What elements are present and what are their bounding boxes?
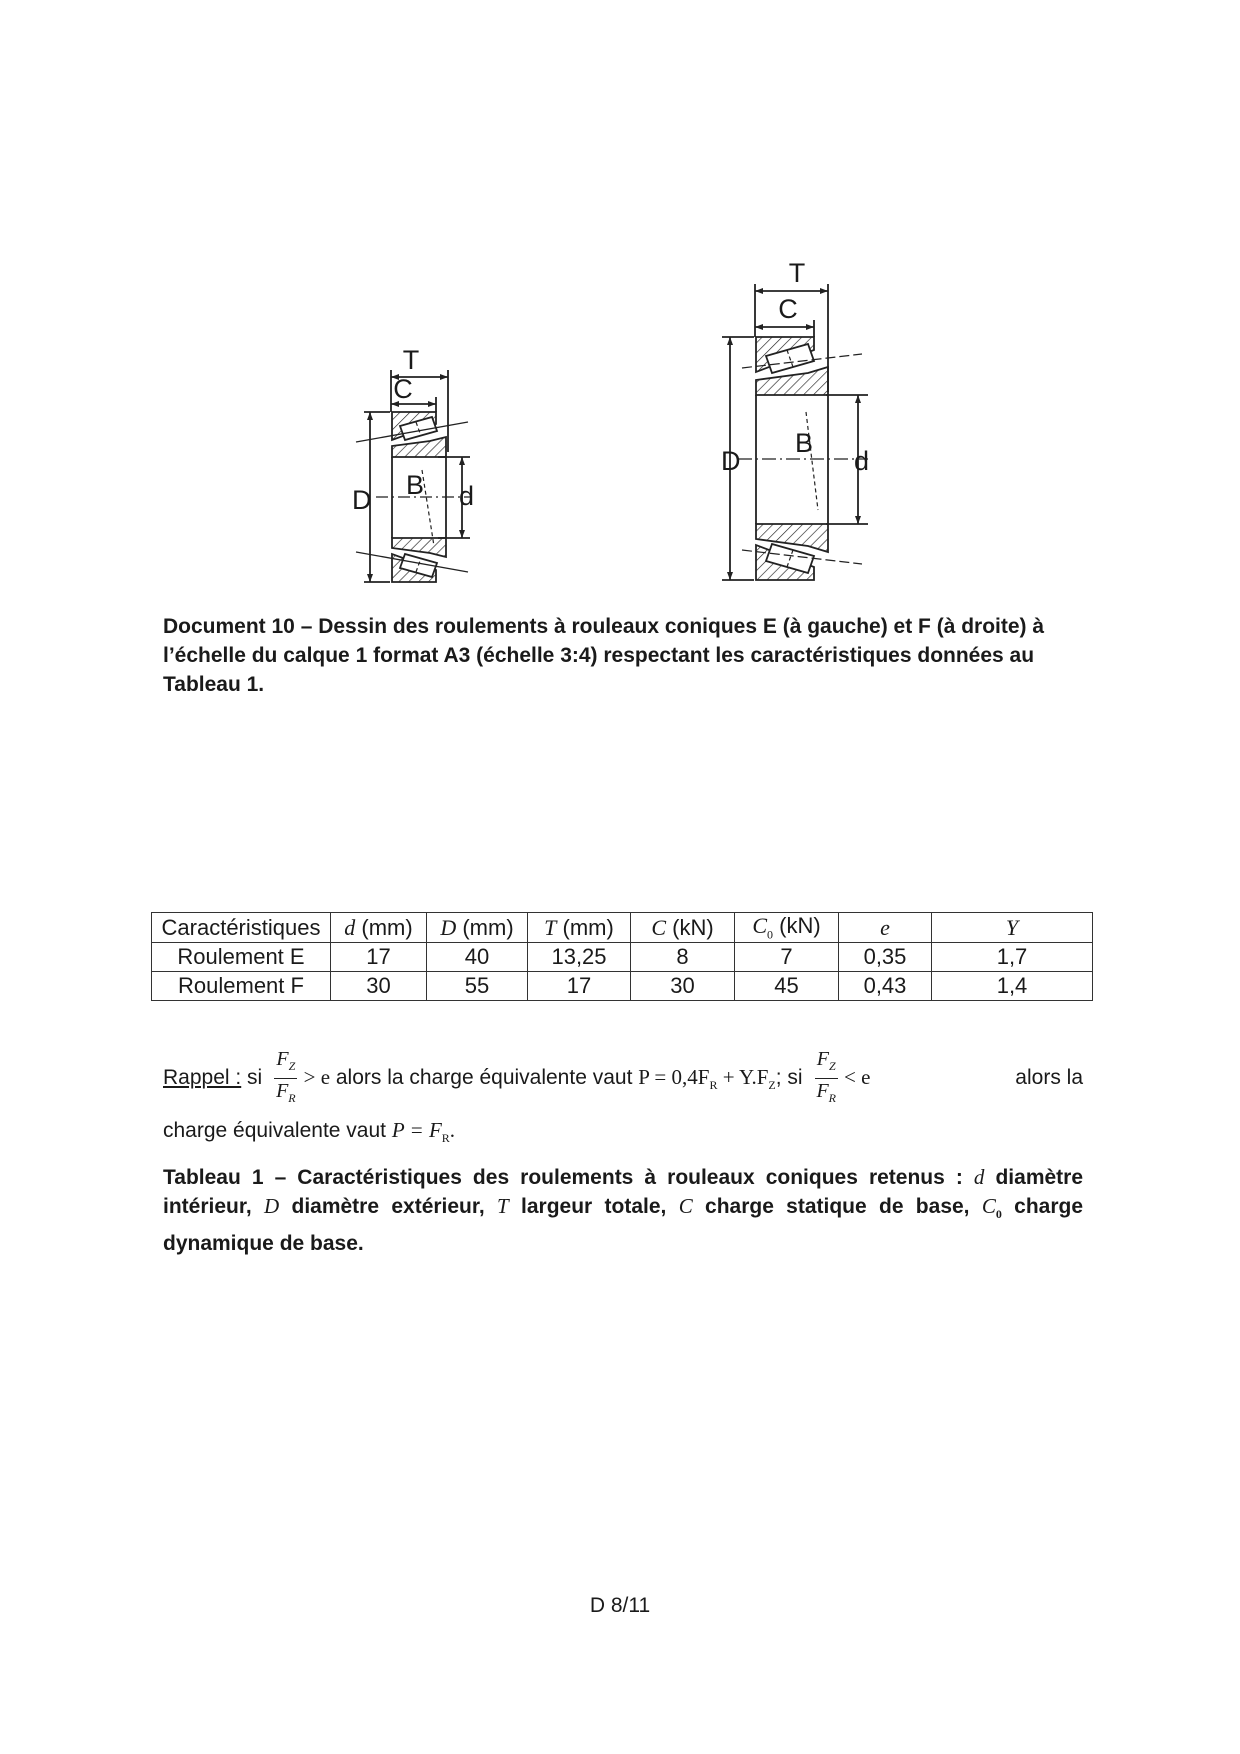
cell-D: 40	[427, 943, 528, 972]
cell-D: 55	[427, 972, 528, 1001]
fraction-fz-fr-2: $\frac{F_Z}{F_R}$	[816, 1047, 836, 1105]
formula-p-fr: $P = F_R$.	[391, 1118, 456, 1146]
cell-d: 17	[331, 943, 427, 972]
svg-text:T: T	[402, 345, 420, 375]
cell-C0: 45	[735, 972, 839, 1001]
col-header-caract: Caractéristiques	[152, 913, 331, 943]
table-row	[152, 943, 1093, 972]
cell-d: 30	[331, 972, 427, 1001]
cell-C: 30	[631, 972, 735, 1001]
cell-C0: 7	[735, 943, 839, 972]
rappel-intro: Rappel : si $\frac{F_Z}{F_R}$ > e alors la charge équivalente vaut $P = 0,4F_R + Y.F_Z$; si $\frac{F_Z}{F_R}$ < e	[163, 1047, 870, 1110]
rappel-line-1: Rappel : si $\frac{F_Z}{F_R}$ > e alors la charge équivalente vaut $P = 0,4F_R + Y.F_Z$; si $\frac{F_Z}{F_R}$ < e alors la	[163, 1040, 1083, 1116]
col-header-C: C (kN)	[631, 913, 735, 943]
table-row	[152, 972, 1093, 1001]
cell-e: 0,43	[839, 972, 932, 1001]
table-header-row	[152, 913, 1093, 943]
svg-text:B: B	[406, 470, 425, 500]
col-header-D: D (mm)	[427, 913, 528, 943]
svg-text:D: D	[721, 446, 741, 476]
svg-text:C: C	[778, 294, 798, 324]
cell-T: 17	[528, 972, 631, 1001]
cell-name: Roulement F	[152, 972, 331, 1001]
svg-text:d: d	[854, 446, 870, 476]
page-number: D 8/11	[589, 1594, 651, 1617]
col-header-d: d (mm)	[331, 913, 427, 943]
col-header-T: T (mm)	[528, 913, 631, 943]
cell-name: Roulement E	[152, 943, 331, 972]
document-caption: Document 10 – Dessin des roulements à rouleaux coniques E (à gauche) et F (à droite) à l’échelle du calque 1 format A3 (échelle 3:4) respectant les caractéristiques données au Tableau 1.	[163, 615, 1045, 696]
fraction-fz-fr: $\frac{F_Z}{F_R}$	[276, 1047, 296, 1105]
svg-text:D: D	[352, 485, 372, 515]
svg-text:T: T	[788, 258, 806, 288]
col-header-C0: $C_0$ (kN)	[735, 913, 839, 943]
table-caption: Tableau 1 – Caractéristiques des roulements à rouleaux coniques retenus : d diamètre intérieur, D diamètre extérieur, T largeur totale, C charge statique de base, $C_0$ charge dynamique de base.	[163, 1165, 1084, 1256]
rappel-line-2: charge équivalente vaut $P = F_R$.	[163, 1118, 456, 1146]
svg-text:C: C	[393, 374, 413, 404]
cell-Y: 1,4	[932, 972, 1093, 1001]
svg-text:B: B	[795, 428, 814, 458]
formula-p: $P = 0,4F_R + Y.F_Z$	[638, 1064, 776, 1092]
svg-text:d: d	[459, 481, 475, 511]
bearing-specs-table	[151, 912, 1093, 1001]
rappel-note	[163, 1040, 1083, 1146]
cell-e: 0,35	[839, 943, 932, 972]
col-header-e: e	[839, 913, 932, 943]
cell-Y: 1,7	[932, 943, 1093, 972]
cell-C: 8	[631, 943, 735, 972]
col-header-Y: Y	[932, 913, 1093, 943]
cell-T: 13,25	[528, 943, 631, 972]
